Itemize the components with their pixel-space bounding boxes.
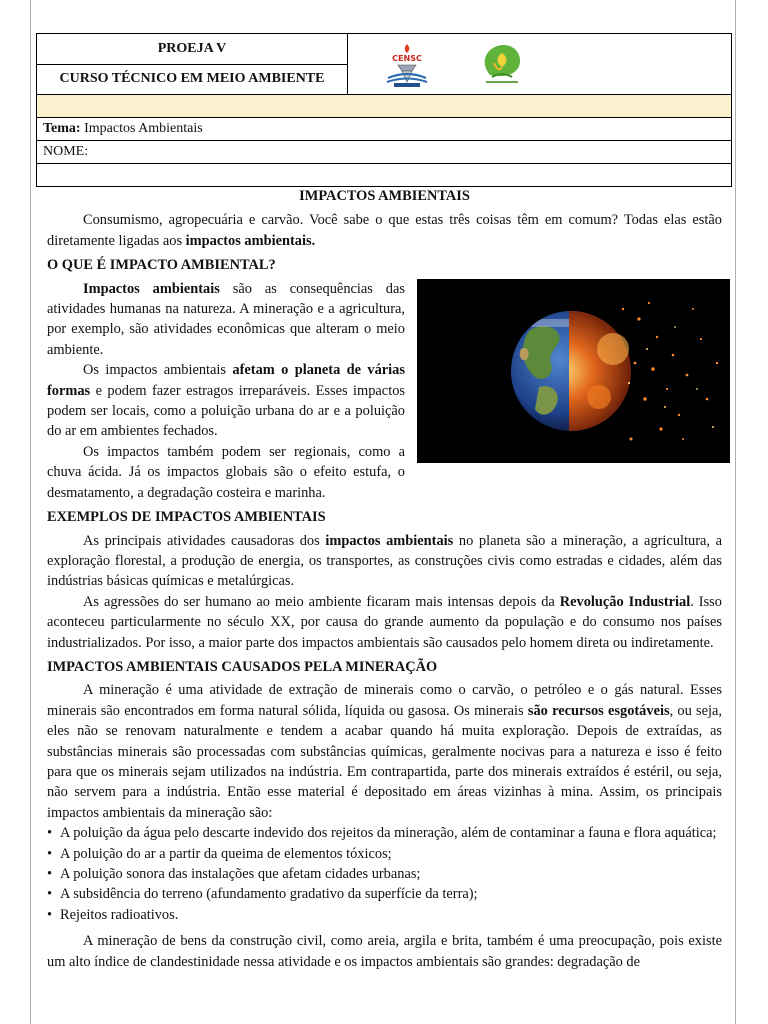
mining-impacts-list <box>47 823 722 925</box>
tema-value: Impactos Ambientais <box>84 121 203 136</box>
list-item: • A poluição da água pelo descarte indevido dos rejeitos da mineração, além de contaminar a fauna e flora aquática; <box>47 823 722 843</box>
section-heading-mining: IMPACTOS AMBIENTAIS CAUSADOS PELA MINERAÇÃO <box>47 658 438 675</box>
paragraph-mining-2: A mineração de bens da construção civil, como areia, argila e brita, também é uma preocupação, pois existe um alto índice de clandestinidade nessa atividade e os impactos ambientais são grandes: degradação de <box>47 933 722 970</box>
section-heading-what-is: O QUE É IMPACTO AMBIENTAL? <box>47 257 276 274</box>
list-item: • A subsidência do terreno (afundamento gradativo da superfície da terra); <box>47 884 722 904</box>
section-heading-examples: EXEMPLOS DE IMPACTOS AMBIENTAIS <box>47 509 326 526</box>
earth-burning-image <box>417 279 730 463</box>
paragraph-what-is-2: Os impactos ambientais afetam o planeta de várias formas e podem fazer estragos irreparáveis. Esses impactos podem ser locais, como a poluição urbana do ar e a poluição do ar em ambientes fechados. <box>47 362 405 440</box>
tema-row <box>37 118 732 141</box>
paragraph-what-is-3: Os impactos também podem ser regionais, como a chuva ácida. Já os impactos globais são o efeito estufa, o desmatamento, a degradação costeira e marinha. <box>47 443 405 501</box>
list-item: • Rejeitos radioativos. <box>47 905 722 925</box>
shaded-row <box>37 95 732 118</box>
program-title: PROEJA V <box>37 34 348 65</box>
paragraph-mining-1: A mineração é uma atividade de extração de minerais como o carvão, o petróleo e o gás natural. Esses minerais são encontrados em forma natural sólida, líquida ou gasosa. Os minerais são recursos esgotáveis, ou seja, eles não se renovam naturalmente e tendem a acabar quando há muita exploração. Depois de extraídas, as substâncias minerais são processadas com substâncias químicas, geralmente nocivas para a natureza e isso é feito para que os minerais sejam utilizados na indústria. Em contrapartida, parte dos minerais extraídos é estéril, ou seja, não servem para a indústria. Então esse material é depositado em áreas vizinhas à mina. Assim, os principais impactos ambientais da mineração são: <box>47 682 722 821</box>
document-title: IMPACTOS AMBIENTAIS <box>299 188 470 204</box>
paragraph-examples-2: As agressões do ser humano ao meio ambiente ficaram mais intensas depois da Revolução Industrial. Isso aconteceu particularmente no século XX, por causa do grande aumento da população e do consumo nos países industrializados. Por isso, a maior parte dos impactos ambientais são causados pelo homem direta ou indiretamente. <box>47 593 722 651</box>
document-body <box>47 186 722 972</box>
nome-label: NOME: <box>43 144 89 159</box>
tema-label: Tema: <box>43 121 81 136</box>
censc-logo <box>382 38 432 90</box>
paragraph-examples-1: As principais atividades causadoras dos impactos ambientais no planeta são a mineração, a agricultura, a exploração florestal, a produção de energia, os transportes, as construções civis como estradas e cidades, além das indústrias básicas químicas e metalúrgicas. <box>47 532 722 590</box>
paragraph-what-is-1: Impactos ambientais são as consequências das atividades humanas na natureza. A mineração e a agricultura, por exemplo, são atividades econômicas que alteram o meio ambiente. <box>47 280 405 358</box>
list-item: • A poluição do ar a partir da queima de elementos tóxicos; <box>47 844 722 864</box>
course-title: CURSO TÉCNICO EM MEIO AMBIENTE <box>37 64 348 95</box>
intro-paragraph: Consumismo, agropecuária e carvão. Você sabe o que estas três coisas têm em comum? Todas elas estão diretamente ligadas aos impactos ambientais. <box>47 212 722 249</box>
nome-field[interactable] <box>37 141 732 164</box>
header-table <box>36 33 732 187</box>
leaf-logo <box>480 41 524 87</box>
list-item: • A poluição sonora das instalações que afetam cidades urbanas; <box>47 864 722 884</box>
svg-text:CENSC: CENSC <box>392 54 422 63</box>
page-left-edge <box>30 0 31 1024</box>
page-right-edge <box>735 0 736 1024</box>
logos-cell <box>348 34 732 95</box>
blank-row <box>37 164 732 187</box>
